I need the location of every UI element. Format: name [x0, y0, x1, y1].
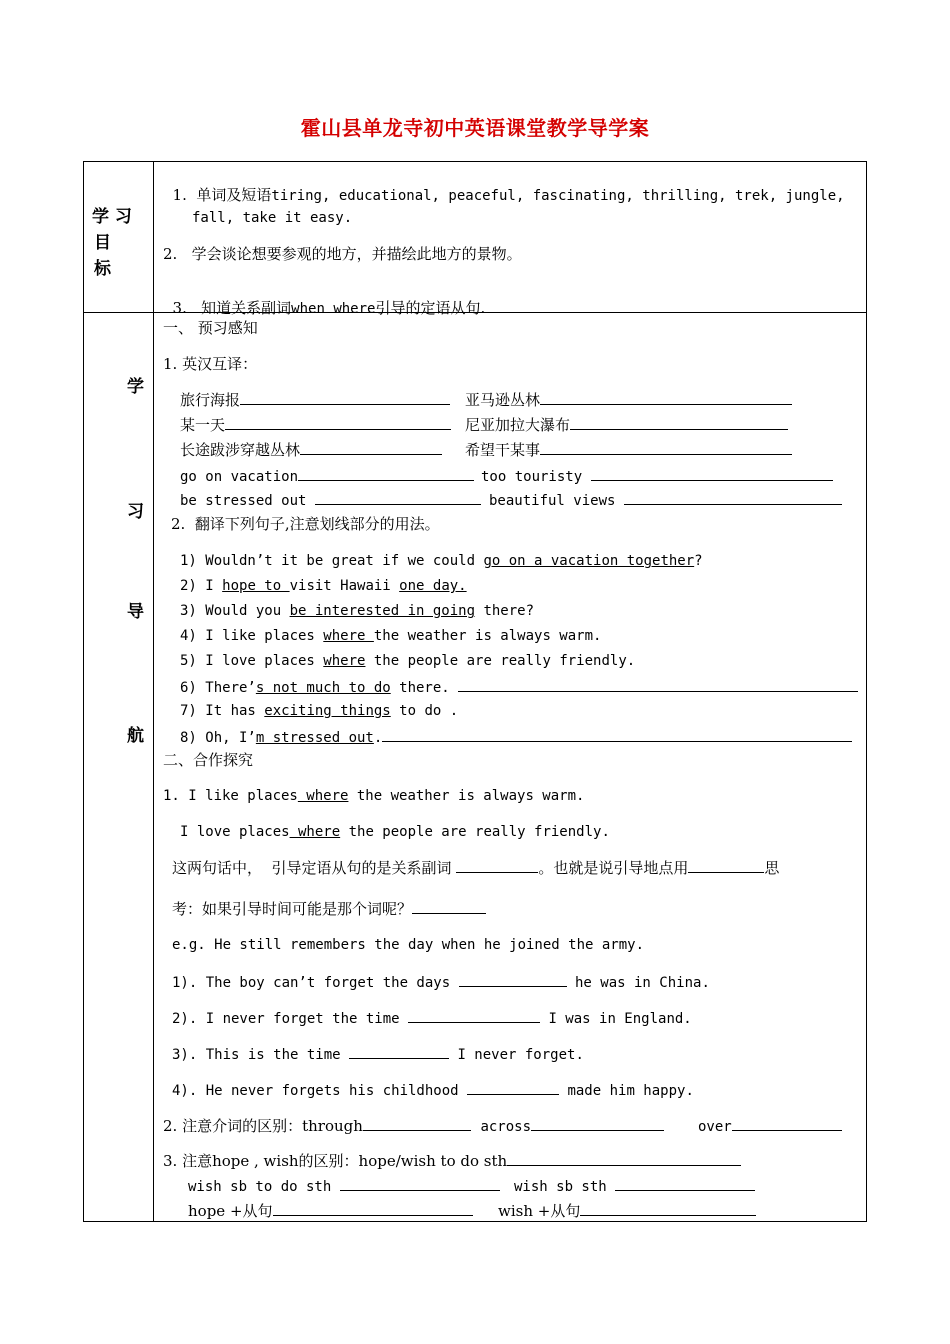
sentence-4: 4) I like places where the weather is always warm.: [180, 628, 602, 644]
sentence-2: 2) I hope to visit Hawaii one day.: [180, 578, 467, 594]
vocab-item: be stressed out: [180, 490, 481, 510]
sentence-7: 7) It has exciting things to do .: [180, 703, 459, 719]
coop-sentence-1: 1. I like places where the weather is always warm.: [163, 788, 585, 804]
vocab-item: go on vacation: [180, 466, 474, 486]
coop-sentence-2: I love places where the people are really friendly.: [180, 824, 610, 840]
sentence-5: 5) I love places where the people are really friendly.: [180, 653, 636, 669]
hope-wish-line-2b: wish sb sth: [514, 1176, 755, 1196]
hope-wish-line-3: hope +从句: [188, 1201, 473, 1220]
vocab-item: beautiful views: [489, 490, 842, 510]
prep-note-over: over: [698, 1116, 842, 1136]
sentence-8: 8) Oh, I’m stressed out.: [180, 727, 852, 747]
sentence-1: 1) Wouldn’t it be great if we could go on a vacation together?: [180, 553, 703, 569]
exercise-2: 2). I never forget the time I was in England.: [172, 1008, 692, 1028]
hope-wish-note: 3. 注意hope , wish的区别：hope/wish to do sth: [163, 1151, 741, 1170]
guide-label-4: 航: [127, 726, 144, 746]
hope-wish-line-3b: wish +从句: [498, 1201, 756, 1220]
goal-1-cont: fall, take it easy.: [192, 210, 353, 226]
page-title: 霍山县单龙寺初中英语课堂教学导学案: [300, 116, 650, 140]
sentence-6: 6) There’s not much to do there.: [180, 677, 858, 697]
section-2-heading: 二、合作探究: [163, 751, 254, 769]
vocab-item: 长途跋涉穿越丛林: [180, 440, 442, 459]
guide-label-2: 习: [127, 502, 144, 522]
exercise-4: 4). He never forgets his childhood made him happy.: [172, 1080, 694, 1100]
goals-label-1: 学 习: [92, 207, 132, 227]
coop-question-cont: 考：如果引导时间可能是那个词呢？: [172, 899, 486, 918]
section-1-heading: 一、 预习感知: [163, 319, 258, 337]
exercise-1: 1). The boy can’t forget the days he was in China.: [172, 972, 710, 992]
sentence-3: 3) Would you be interested in going there?: [180, 603, 535, 619]
goal-2: 2. 学会谈论想要参观的地方，并描绘此地方的景物。: [163, 245, 522, 263]
q1-title: 1. 英汉互译：: [163, 355, 258, 373]
goal-3: 3. 知道关系副词when where引导的定语从句.: [172, 299, 486, 317]
vocab-item: 尼亚加拉大瀑布: [465, 415, 788, 434]
hope-wish-line-2: wish sb to do sth: [188, 1176, 500, 1196]
vocab-item: 某一天: [180, 415, 451, 434]
guide-label-3: 导: [127, 602, 144, 622]
goal-1: 1. 单词及短语tiring, educational, peaceful, fascinating, thrilling, trek, jungle,: [172, 186, 845, 204]
q2-title: 2. 翻译下列句子,注意划线部分的用法。: [171, 515, 440, 533]
prep-note: 2. 注意介词的区别：through across: [163, 1116, 664, 1136]
exercise-3: 3). This is the time I never forget.: [172, 1044, 584, 1064]
vocab-item: 亚马逊丛林: [465, 390, 792, 409]
guide-label-1: 学: [127, 377, 144, 397]
vocab-item: 旅行海报: [180, 390, 450, 409]
goals-label-3: 标: [94, 259, 111, 279]
goals-label-2: 目: [94, 233, 111, 253]
column-divider: [153, 161, 154, 1222]
vocab-item: 希望干某事: [465, 440, 792, 459]
vocab-item: too touristy: [481, 466, 833, 486]
example-sentence: e.g. He still remembers the day when he joined the army.: [172, 937, 645, 953]
coop-question: 这两句话中， 引导定语从句的是关系副词 。也就是说引导地点用 思: [172, 859, 780, 877]
